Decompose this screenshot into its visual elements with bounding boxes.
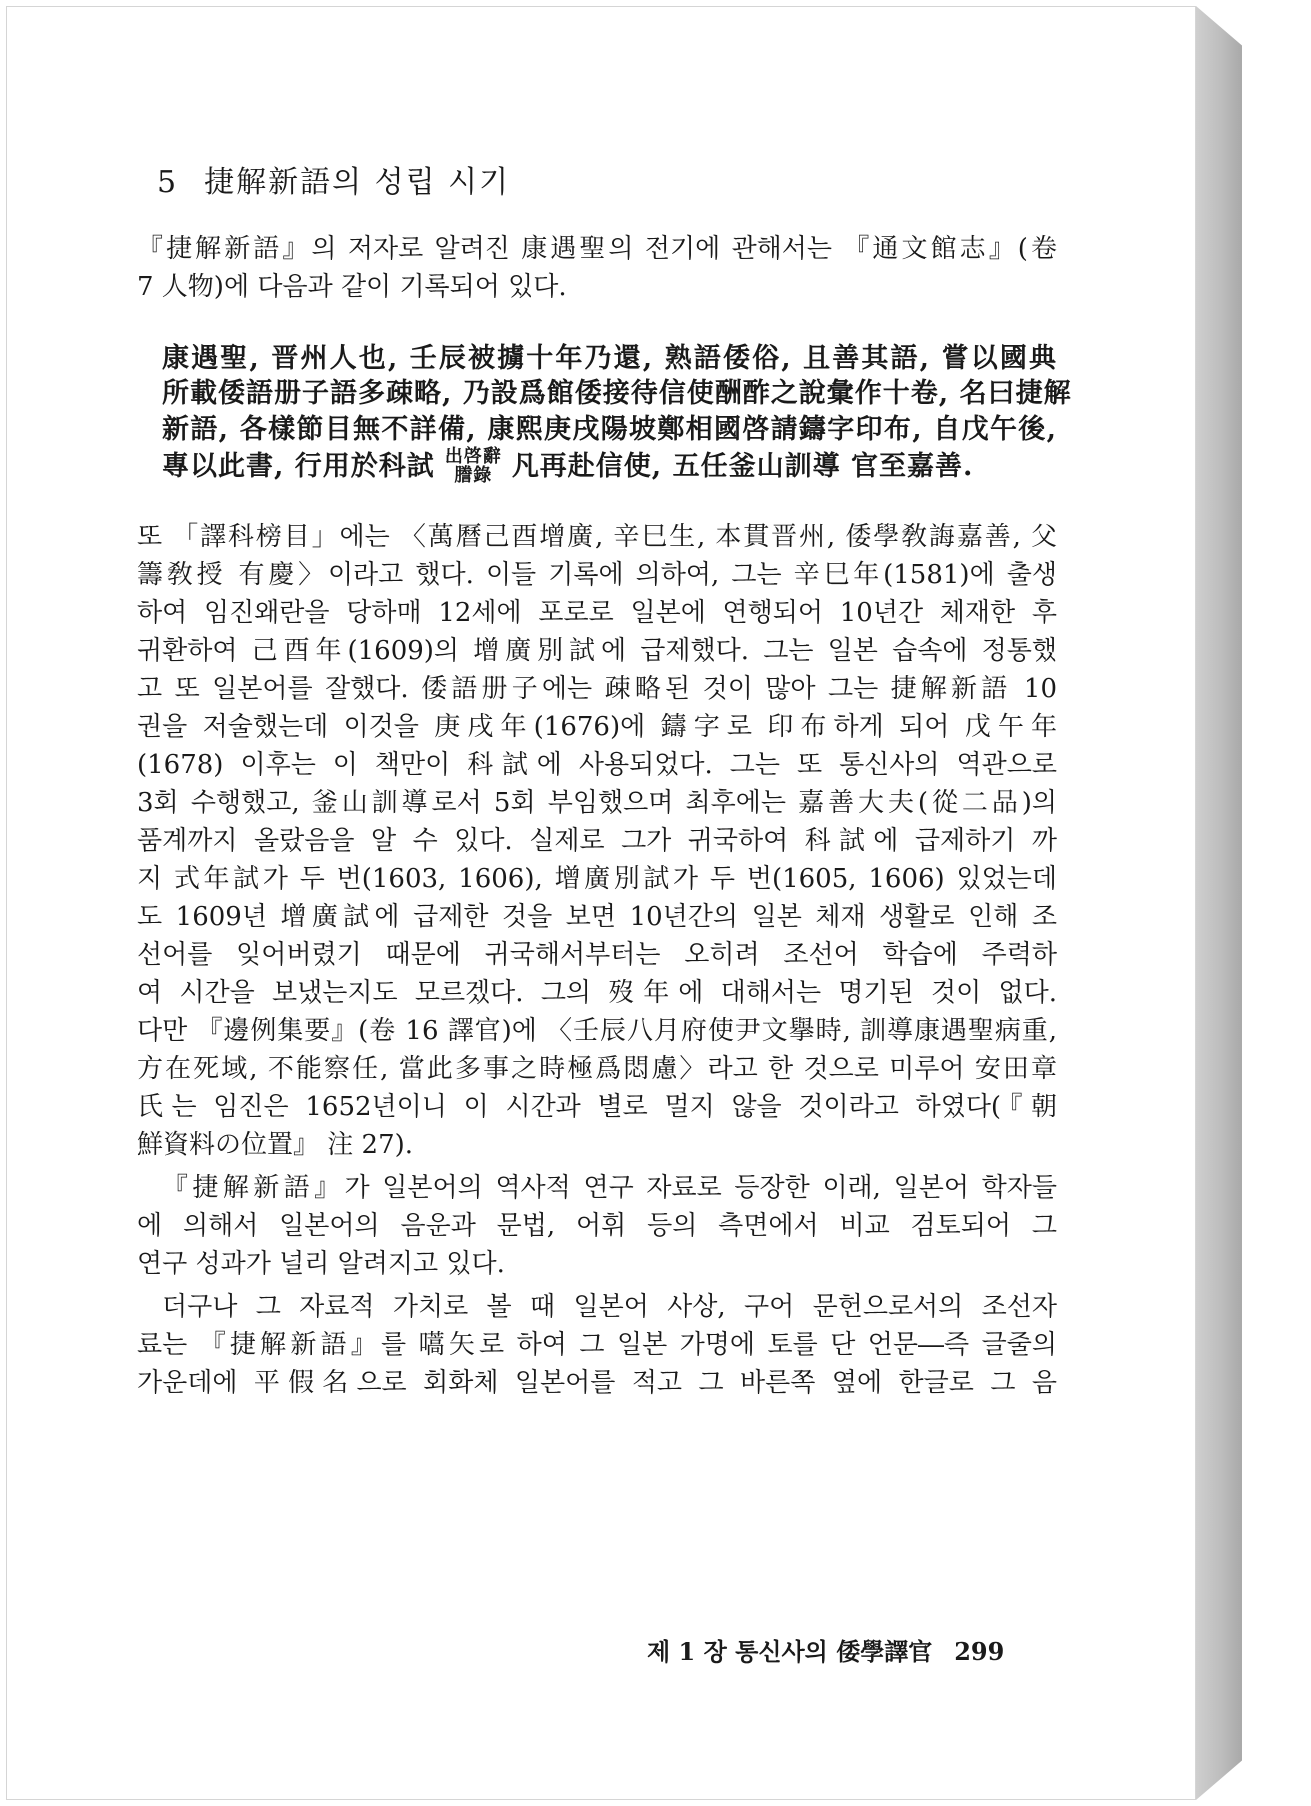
body-line: 3회 수행했고, 釜山訓導로서 5회 부임했으며 최후에는 嘉善大夫(從二品)의: [137, 788, 1057, 818]
quote-line: [162, 447, 1057, 485]
body-line: 또 「譯科榜目」에는 〈萬曆己酉增廣, 辛巳生, 本貫晋州, 倭學敎誨嘉善, 父: [137, 522, 1057, 552]
body-line: 氏는 임진은 1652년이니 이 시간과 별로 멀지 않을 것이라고 하였다(『朝: [137, 1092, 1057, 1122]
section-title: 捷解新語의 성립 시기: [204, 165, 511, 200]
running-footer: [647, 1632, 1004, 1667]
quote-text: 專以此書, 行用於科試: [162, 450, 435, 482]
inline-annotation-bottom: 謄錄: [454, 465, 493, 486]
intro-line: 『捷解新語』의 저자로 알려진 康遇聖의 전기에 관해서는 『通文館志』(卷: [137, 234, 1057, 264]
body-line: (1678) 이후는 이 책만이 科試에 사용되었다. 그는 또 통신사의 역관으로: [137, 750, 1057, 780]
body-line: 鮮資料の位置』 注 27).: [137, 1130, 414, 1160]
book-page-edge: [1196, 6, 1242, 1800]
body-line: 다만 『邊例集要』(卷 16 譯官)에 〈壬辰八月府使尹文擧時, 訓導康遇聖病重,: [137, 1016, 1057, 1046]
section-heading: [157, 157, 510, 201]
body-line: 귀환하여 己酉年(1609)의 增廣別試에 급제했다. 그는 일본 습속에 정통했: [137, 636, 1057, 666]
body-line: 품계까지 올랐음을 알 수 있다. 실제로 그가 귀국하여 科試에 급제하기 까: [137, 826, 1057, 856]
body-line: 권을 저술했는데 이것을 庚戌年(1676)에 鑄字로 印布하게 되어 戊午年: [137, 712, 1057, 742]
body-line: 지 式年試가 두 번(1603, 1606), 增廣別試가 두 번(1605, 1606) 있었는데: [137, 864, 1057, 894]
body-line: 도 1609년 增廣試에 급제한 것을 보면 10년간의 일본 체재 생활로 인해 조: [137, 902, 1057, 932]
chapter-title: 제 1 장 통신사의 倭學譯官: [647, 1637, 933, 1666]
quote-line: 康遇聖, 晋州人也, 壬辰被擄十年乃還, 熟語倭俗, 且善其語, 嘗以國典: [162, 343, 1057, 374]
intro-line: 7 人物)에 다음과 같이 기록되어 있다.: [137, 272, 567, 302]
body-line: 료는 『捷解新語』를 嚆矢로 하여 그 일본 가명에 토를 단 언문―즉 글줄의: [137, 1330, 1057, 1360]
quote-line: 所載倭語册子語多疎略, 乃設爲館倭接待信使酬酢之說彙作十卷, 名曰捷解: [162, 378, 1072, 409]
body-line: 연구 성과가 널리 알려지고 있다.: [137, 1249, 505, 1279]
body-line: 고 또 일본어를 잘했다. 倭語册子에는 疎略된 것이 많아 그는 捷解新語 10: [137, 674, 1057, 704]
body-line: 方在死域, 不能察任, 當此多事之時極爲悶慮〉라고 한 것으로 미루어 安田章: [137, 1054, 1057, 1084]
inline-annotation-top: 出啓辭: [444, 446, 502, 467]
body-line: 籌敎授 有慶〉이라고 했다. 이들 기록에 의하여, 그는 辛巳年(1581)에 출생: [137, 560, 1057, 590]
section-number: 5: [157, 165, 179, 200]
book-page: [6, 6, 1196, 1800]
body-line: 가운데에 平假名으로 회화체 일본어를 적고 그 바른쪽 옆에 한글로 그 음: [137, 1368, 1057, 1398]
inline-annotation: [445, 447, 502, 485]
body-line: 여 시간을 보냈는지도 모르겠다. 그의 歿年에 대해서는 명기된 것이 없다.: [137, 978, 1057, 1008]
body-line: 하여 임진왜란을 당하매 12세에 포로로 일본에 연행되어 10년간 체재한 후: [137, 598, 1057, 628]
body-line: 더구나 그 자료적 가치로 볼 때 일본어 사상, 구어 문헌으로서의 조선자: [162, 1292, 1057, 1322]
body-line: 에 의해서 일본어의 음운과 문법, 어휘 등의 측면에서 비교 검토되어 그: [137, 1211, 1057, 1241]
body-line: 『捷解新語』가 일본어의 역사적 연구 자료로 등장한 이래, 일본어 학자들: [162, 1173, 1057, 1203]
quote-line: 新語, 各樣節目無不詳備, 康熙庚戌陽坡鄭相國啓請鑄字印布, 自戊午後,: [162, 414, 1057, 445]
quote-text: 凡再赴信使, 五任釜山訓導 官至嘉善.: [511, 450, 974, 482]
page-number: 299: [954, 1637, 1005, 1666]
body-line: 선어를 잊어버렸기 때문에 귀국해서부터는 오히려 조선어 학습에 주력하: [137, 940, 1057, 970]
